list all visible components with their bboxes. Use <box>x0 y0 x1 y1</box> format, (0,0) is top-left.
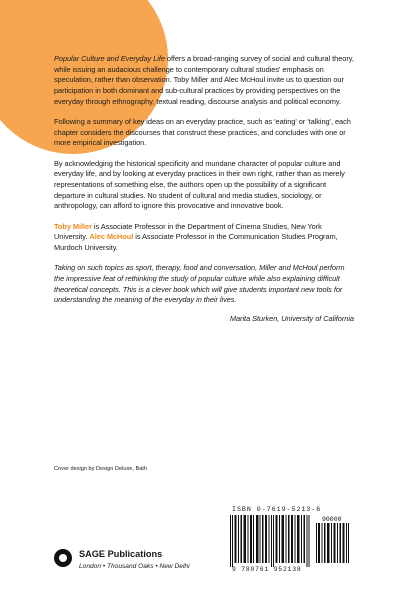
author-bios <box>54 222 354 254</box>
publisher-cities: London • Thousand Oaks • New Delhi <box>79 563 190 570</box>
barcode-price-code: 90000 <box>322 516 342 523</box>
author-name-mchoul: Alec McHoul <box>89 232 134 242</box>
isbn-text: ISBN 0-7619-5213-6 <box>232 506 322 513</box>
blurb-paragraph-1-text: offers a broad-ranging survey of social and cultural theory, while issuing an audacious challenge to contemporary cultural studies' emphasis on speculation, rather than observation. Toby Miller and Alec McHoul invite us to question our participation in both dominant and sub-cultural practices by providing perspectives on the everyday through ethnography, textual reading, discourse analysis and political economy. <box>54 54 354 106</box>
review-quote: Taking on such topics as sport, therapy, food and conversation, Miller and McHoul perform the impressive feat of rethinking the study of popular culture while also explaining difficult theoretical concepts. This is a clever book which will give students important new tools for understanding the meaning of the everyday in their lives. <box>54 263 345 305</box>
blurb-paragraph-2: Following a summary of key ideas on an everyday practice, such as 'eating' or 'talking', each chapter considers the discourses that construct these practices, and concludes with one or more empirical investigation. <box>54 117 351 148</box>
review-attribution: Marita Sturken, University of California <box>229 313 354 323</box>
back-cover-text <box>54 54 354 324</box>
author-name-miller: Toby Miller <box>54 221 92 231</box>
barcode <box>230 515 350 567</box>
publisher-name: SAGE Publications <box>79 549 163 559</box>
cover-design-credit: Cover design by Design Deluxe, Bath <box>54 466 147 472</box>
author-bio-mchoul: is Associate Professor in the Communication Studies Program, Murdoch University. <box>54 232 338 253</box>
author-bio-miller: is Associate Professor in the Department of Cinema Studies, New York University. <box>54 221 322 242</box>
sage-logo-icon <box>54 549 72 567</box>
book-title: Popular Culture and Everyday Life <box>54 54 165 63</box>
blurb-paragraph-1 <box>54 54 354 108</box>
blurb-paragraph-3: By acknowledging the historical specificity and mundane character of popular culture and everyday life, and by looking at everyday practices in their own right, rather than as merely representations of something else, the authors open up the possibility of a significant departure in cultural studies. No student of cultural and media studies, sociology, or anthropology, can afford to ignore this provocative and innovative book. <box>54 158 345 211</box>
barcode-number: 9 780761 952138 <box>232 566 302 573</box>
